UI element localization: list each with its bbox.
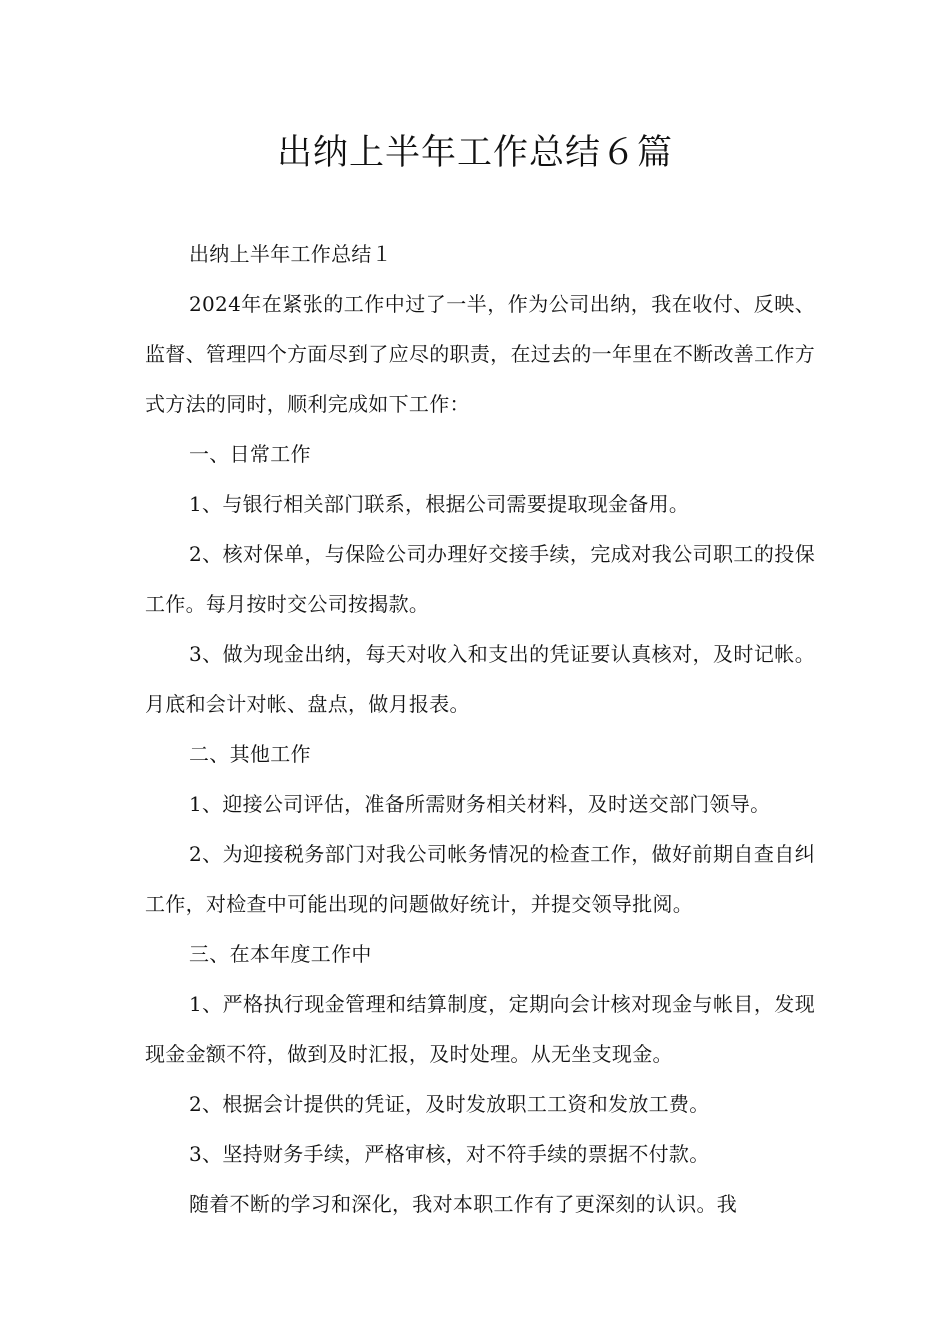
body-paragraph: 随着不断的学习和深化，我对本职工作有了更深刻的认识。我 xyxy=(189,1192,738,1216)
list-item: 1、与银行相关部门联系，根据公司需要提取现金备用。 xyxy=(189,492,690,516)
list-item: 2、为迎接税务部门对我公司帐务情况的检查工作，做好前期自查自纠工作，对检查中可能出现的问题做好统计，并提交领导批阅。 xyxy=(145,842,815,916)
section-heading: 出纳上半年工作总结１ xyxy=(189,242,392,266)
subsection-heading: 三、在本年度工作中 xyxy=(189,942,372,966)
list-item: 3、坚持财务手续，严格审核，对不符手续的票据不付款。 xyxy=(189,1142,710,1166)
list-item: 3、做为现金出纳，每天对收入和支出的凭证要认真核对，及时记帐。月底和会计对帐、盘点，做月报表。 xyxy=(145,642,815,716)
list-item: 2、根据会计提供的凭证，及时发放职工工资和发放工费。 xyxy=(189,1092,710,1116)
document-title: 出纳上半年工作总结６篇 xyxy=(276,133,673,173)
list-item: 1、迎接公司评估，准备所需财务相关材料，及时送交部门领导。 xyxy=(189,792,771,816)
subsection-heading: 一、日常工作 xyxy=(189,442,311,466)
document-body xyxy=(145,229,815,1229)
list-item: 2、核对保单，与保险公司办理好交接手续，完成对我公司职工的投保工作。每月按时交公司按揭款。 xyxy=(145,542,815,616)
intro-paragraph: 2024年在紧张的工作中过了一半，作为公司出纳，我在收付、反映、监督、管理四个方面尽到了应尽的职责，在过去的一年里在不断改善工作方式方法的同时，顺利完成如下工作： xyxy=(145,292,815,416)
subsection-heading: 二、其他工作 xyxy=(189,742,311,766)
list-item: 1、严格执行现金管理和结算制度，定期向会计核对现金与帐目，发现现金金额不符，做到及时汇报，及时处理。从无坐支现金。 xyxy=(145,992,815,1066)
